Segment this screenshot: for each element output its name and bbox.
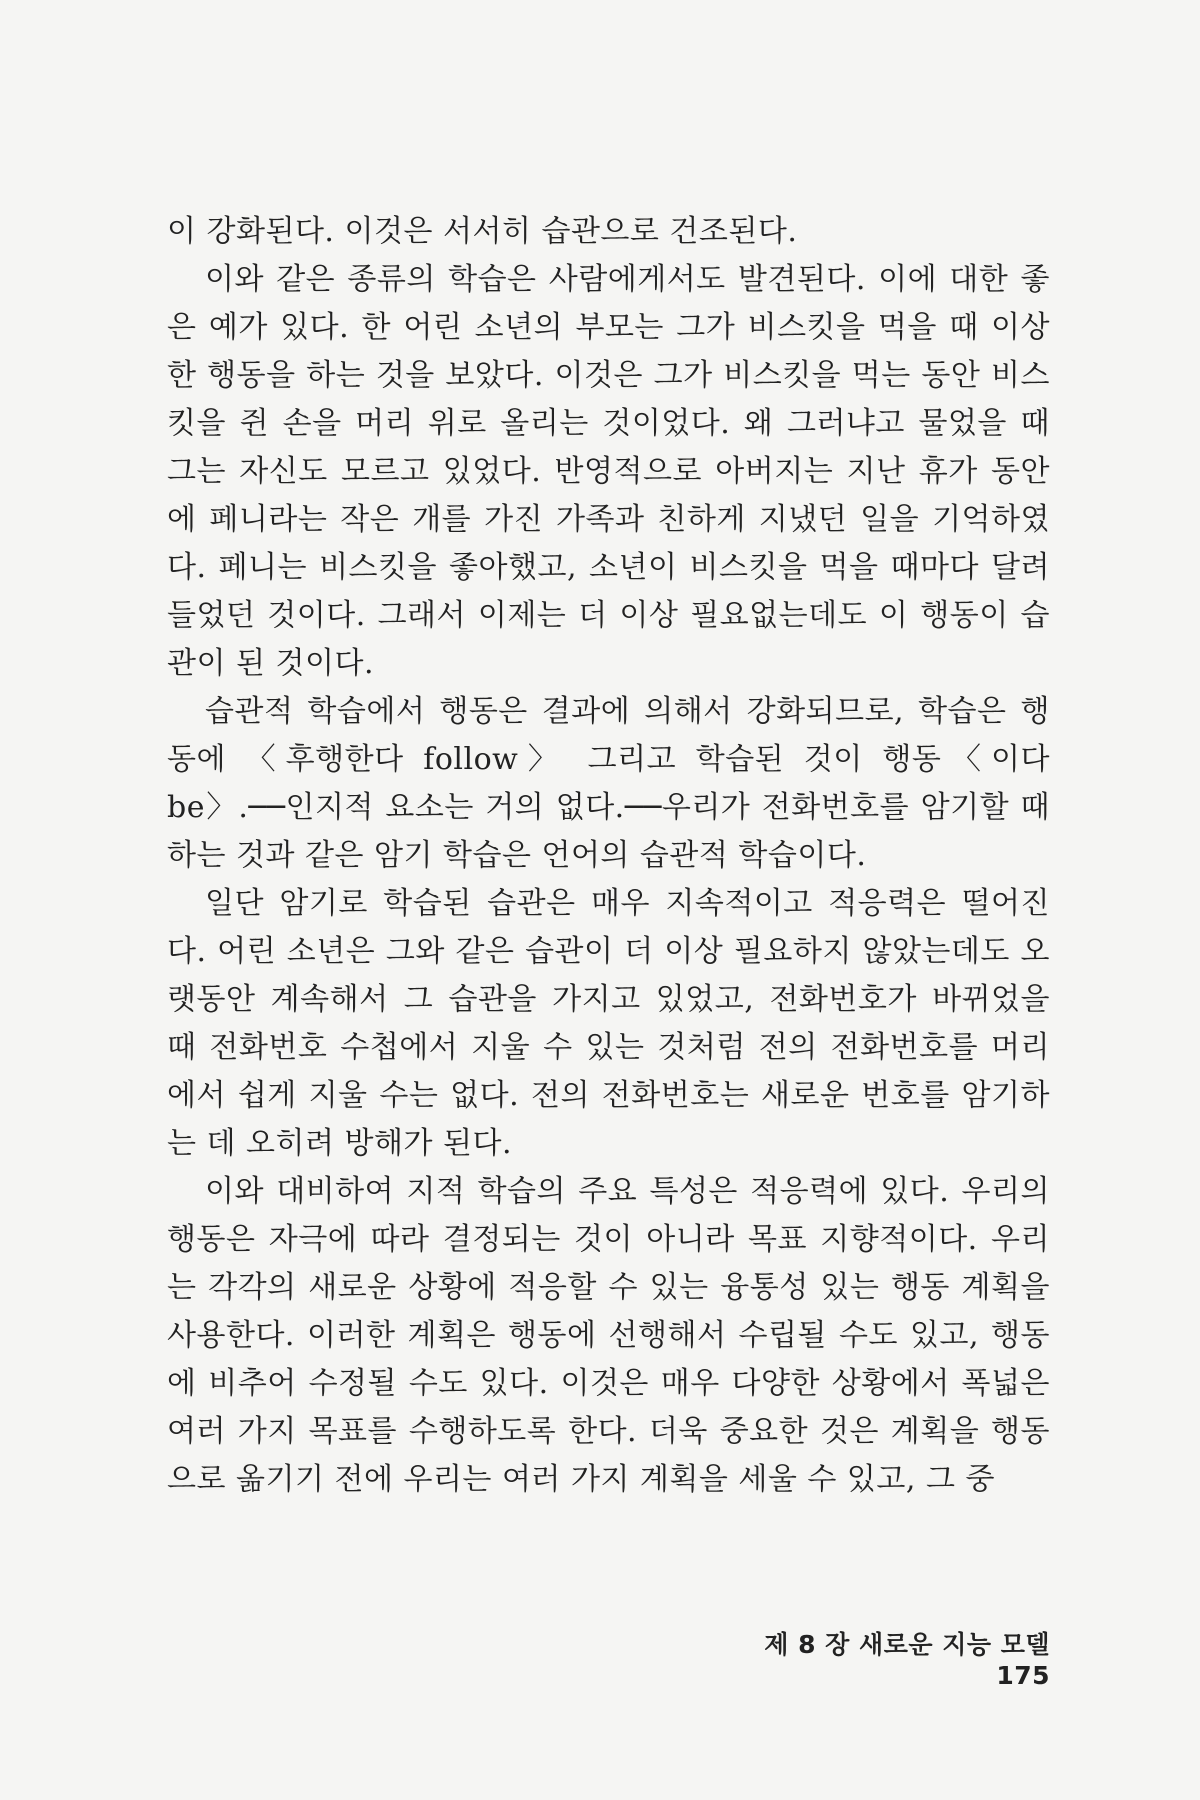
page-footer (710, 1625, 1050, 1690)
paragraph-continuation: 이 강화된다. 이것은 서서히 습관으로 건조된다. (167, 214, 798, 249)
body-text (167, 208, 1050, 1504)
paragraph: 습관적 학습에서 행동은 결과에 의해서 강화되므로, 학습은 행동에 〈후행한다 follow〉 그리고 학습된 것이 행동〈이다 be〉.──인지적 요소는 거의 없다.──우리가 전화번호를 암기할 때 하는 것과 같은 암기 학습은 언어의 습관적 학습이다. (167, 694, 1050, 873)
page-number: 175 (996, 1661, 1050, 1690)
paragraph: 일단 암기로 학습된 습관은 매우 지속적이고 적응력은 떨어진다. 어린 소년은 그와 같은 습관이 더 이상 필요하지 않았는데도 오랫동안 계속해서 그 습관을 가지고 있었고, 전화번호가 바뀌었을 때 전화번호 수첩에서 지울 수 있는 것처럼 전의 전화번호를 머리에서 쉽게 지울 수는 없다. 전의 전화번호는 새로운 번호를 암기하는 데 오히려 방해가 된다. (167, 886, 1050, 1161)
paragraph: 이와 같은 종류의 학습은 사람에게서도 발견된다. 이에 대한 좋은 예가 있다. 한 어린 소년의 부모는 그가 비스킷을 먹을 때 이상한 행동을 하는 것을 보았다. 이것은 그가 비스킷을 먹는 동안 비스킷을 쥔 손을 머리 위로 올리는 것이었다. 왜 그러냐고 물었을 때 그는 자신도 모르고 있었다. 반영적으로 아버지는 지난 휴가 동안에 페니라는 작은 개를 가진 가족과 친하게 지냈던 일을 기억하였다. 페니는 비스킷을 좋아했고, 소년이 비스킷을 먹을 때마다 달려 들었던 것이다. 그래서 이제는 더 이상 필요없는데도 이 행동이 습관이 된 것이다. (167, 262, 1050, 681)
paragraph: 이와 대비하여 지적 학습의 주요 특성은 적응력에 있다. 우리의 행동은 자극에 따라 결정되는 것이 아니라 목표 지향적이다. 우리는 각각의 새로운 상황에 적응할 수 있는 융통성 있는 행동 계획을 사용한다. 이러한 계획은 행동에 선행해서 수립될 수도 있고, 행동에 비추어 수정될 수도 있다. 이것은 매우 다양한 상황에서 폭넓은 여러 가지 목표를 수행하도록 한다. 더욱 중요한 것은 계획을 행동으로 옮기기 전에 우리는 여러 가지 계획을 세울 수 있고, 그 중 (167, 1174, 1050, 1497)
chapter-title: 제 8 장 새로운 지능 모델 (764, 1630, 1050, 1659)
